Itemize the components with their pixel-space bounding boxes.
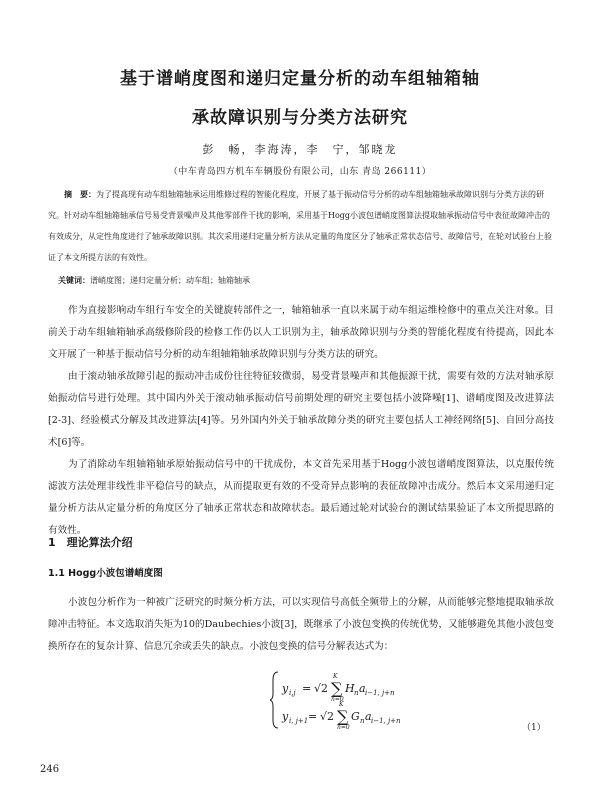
abstract-label: 摘 要：: [64, 190, 96, 199]
intro-paragraph-3: 为了消除动车组轴箱轴承原始振动信号中的干扰成份，本文首先采用基于Hogg小波包谱峭度图算法，以克服传统滤波方法处理非线性非平稳信号的缺点，从而提取更有效的不受奇异点影响的表征故障冲击成分。然后本文采用递归定量分析方法从定量分析的角度区分了轴承正常状态和故障状态。最后通过轮对试验台的测试结果验证了本文所提思路的有效性。: [48, 459, 554, 536]
eq2-sum-upper: K: [339, 701, 344, 708]
eq1-sum-upper: K: [333, 673, 338, 680]
keywords-text: 谱峭度图；递归定量分析；动车组；轴箱轴承: [90, 276, 250, 285]
subsection-heading-1-1: 1.1 Hogg小波包谱峭度图: [48, 568, 163, 579]
eq2-a: a: [365, 710, 372, 723]
eq2-lhs: y: [282, 710, 289, 723]
eq2-g: G: [351, 710, 360, 723]
keywords-label: 关键词：: [58, 276, 90, 285]
eq2-lhs-sub: i, j+1: [289, 717, 309, 725]
abstract-text: 为了提高现有动车组轴箱轴承运用维修过程的智能化程度，开展了基于振动信号分析的动车组轴箱轴承故障识别与分类方法的研究。针对动车组轴箱轴承信号易受背景噪声及其他零部件干扰的影响，采用基于Hogg小波包谱峭度图算法提取轴承振动信号中表征故障冲击的有效成分，从定性角度进行了轴承故障识别。其次采用递归定量分析方法从定量的角度区分了轴承正常状态信号、故障信号，在轮对试验台上验证了本文所提方法的有效性。: [48, 190, 552, 262]
eq1-sqrt2: √2: [314, 682, 329, 695]
keywords: [58, 271, 554, 291]
wavelet-paragraph: 小波包分析作为一种被广泛研究的时频分析方法，可以实现信号高低全频带上的分解，从而能够完整地提取轴承故障冲击特征。本文选取消失矩为10的Daubechies小波[3]，既继承了小波包变换的传统优势，又能够避免其他小波包变换所存在的复杂计算、信息冗余或丢失的缺点。小波包变换的信号分解表达式为：: [48, 597, 554, 652]
eq1-sum-lower: n=0: [331, 696, 344, 703]
eq1-h: H: [345, 682, 355, 695]
authors: 彭 畅，李海涛，李 宁，邹晓龙: [202, 143, 398, 156]
eq1-a: a: [359, 682, 366, 695]
abstract: [48, 184, 554, 268]
equation-number: （1）: [522, 723, 546, 733]
eq1-lhs-sub: i,j: [289, 689, 296, 697]
eq2-sqrt2: √2: [320, 710, 335, 723]
equation-brace: [270, 672, 278, 728]
eq1-equals: =: [302, 682, 312, 695]
paper-title-line-2: 承故障识别与分类方法研究: [192, 108, 408, 128]
eq2-a-sub: i−1, j+n: [371, 717, 401, 725]
page-number: 246: [40, 764, 60, 775]
eq1-a-sub: i−1, j+n: [365, 689, 395, 697]
eq2-sum-lower: n=0: [337, 724, 350, 731]
eq1-sum-icon: ∑: [331, 679, 343, 698]
intro-paragraph-1: 作为直接影响动车组行车安全的关键旋转部件之一，轴箱轴承一直以来属于动车组运维检修中的重点关注对象。目前关于动车组轴箱轴承高级修阶段的检修工作仍以人工识别为主，轴承故障识别与分类的智能化程度有待提高，因此本文开展了一种基于振动信号分析的动车组轴箱轴承故障识别与分类方法的研究。: [48, 305, 554, 360]
section-heading-1: 1 理论算法介绍: [48, 536, 133, 549]
affiliation: （中车青岛四方机车车辆股份有限公司，山东 青岛 266111）: [168, 167, 432, 177]
eq2-equals: =: [308, 710, 318, 723]
eq2-sum-icon: ∑: [337, 707, 349, 726]
eq2-g-sub: n: [360, 717, 365, 725]
eq1-lhs: y: [282, 682, 289, 695]
paper-title-line-1: 基于谱峭度图和递归定量分析的动车组轴箱轴: [120, 69, 480, 89]
intro-paragraph-2: 由于滚动轴承故障引起的振动冲击成份往往特征较微弱，易受背景噪声和其他振源干扰，需要有效的方法对轴承原始振动信号进行处理。其中国内外关于滚动轴承振动信号前期处理的研究主要包括小波降噪[1]、谱峭度图及改进算法[2-3]、经验模式分解及其改进算法[4]等。另外国内外关于轴承故障分类的研究主要包括人工神经网络[5]、自回分高技术[6]等。: [48, 371, 554, 448]
eq1-h-sub: n: [354, 689, 359, 697]
